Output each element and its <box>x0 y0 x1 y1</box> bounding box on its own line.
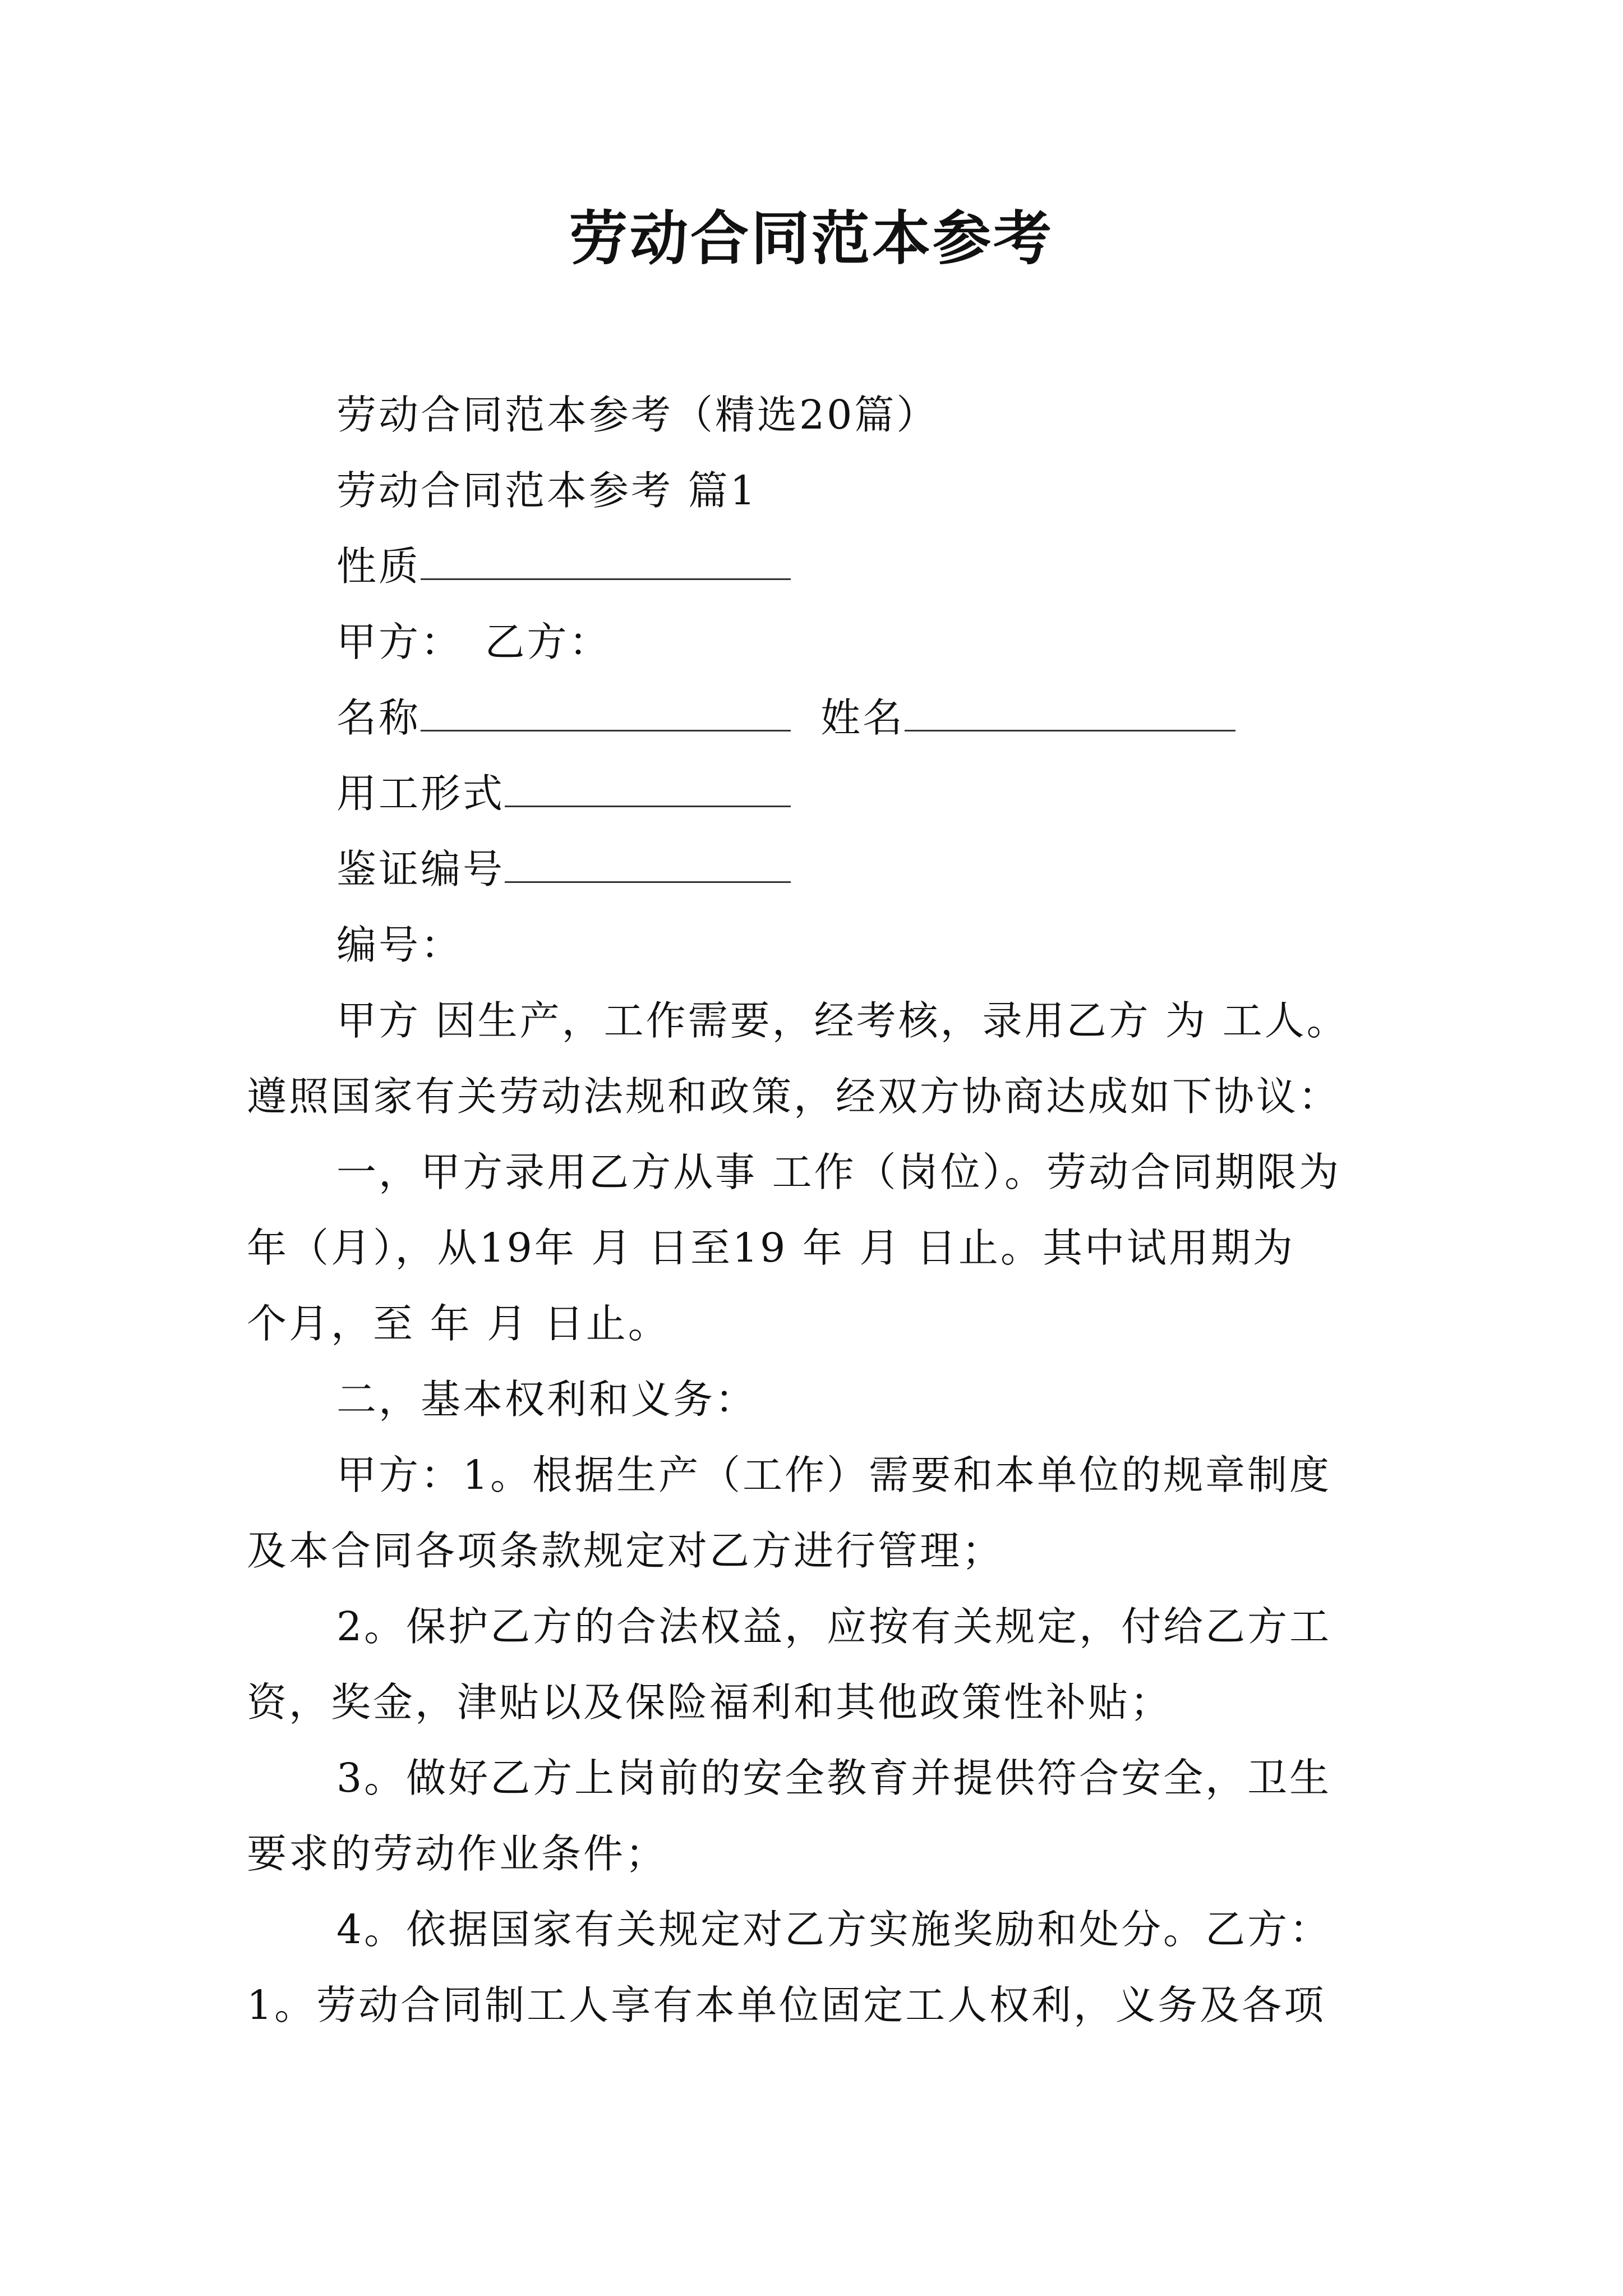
body-line: 及本合同各项条款规定对乙方进行管理； <box>247 1527 1004 1574</box>
verification-number-blank[interactable] <box>505 842 791 883</box>
name-blank[interactable] <box>421 691 791 731</box>
parties-line: 甲方： 乙方： <box>336 619 611 665</box>
body-line: 4。依据国家有关规定对乙方实施奖励和处分。乙方： <box>336 1906 1332 1953</box>
field-employment-form: 用工形式 <box>336 766 791 822</box>
person-name-blank[interactable] <box>905 691 1235 731</box>
body-line: 个月，至 年 月 日止。 <box>247 1300 670 1347</box>
body-line: 二，基本权利和义务： <box>336 1376 758 1423</box>
body-line: 要求的劳动作业条件； <box>247 1830 668 1877</box>
field-verification-number: 鉴证编号 <box>336 841 791 898</box>
field-name-line: 名称 姓名 <box>336 690 1235 746</box>
subtitle-line: 劳动合同范本参考（精选20篇） <box>336 392 939 438</box>
field-number: 编号： <box>336 922 463 968</box>
field-nature: 性质 <box>336 539 791 595</box>
body-line: 1。劳动合同制工人享有本单位固定工人权利，义务及各项 <box>247 1982 1326 2028</box>
document-title: 劳动合同范本参考 <box>569 204 1054 273</box>
body-line: 甲方：1。根据生产（工作）需要和本单位的规章制度 <box>336 1452 1332 1498</box>
nature-blank[interactable] <box>421 539 791 580</box>
body-line: 3。做好乙方上岗前的安全教育并提供符合安全，卫生 <box>336 1755 1332 1801</box>
employment-form-blank[interactable] <box>505 766 791 807</box>
body-line: 年（月），从19年 月 日至19 年 月 日止。其中试用期为 <box>247 1225 1295 1271</box>
body-line: 遵照国家有关劳动法规和政策，经双方协商达成如下协议： <box>247 1073 1341 1120</box>
body-line: 甲方 因生产，工作需要，经考核，录用乙方 为 工人。 <box>336 997 1349 1044</box>
body-line: 2。保护乙方的合法权益，应按有关规定，付给乙方工 <box>336 1603 1332 1650</box>
body-line: 资，奖金，津贴以及保险福利和其他政策性补贴； <box>247 1679 1173 1726</box>
section-heading: 劳动合同范本参考 篇1 <box>336 467 758 514</box>
body-line: 一，甲方录用乙方从事 工作（岗位）。劳动合同期限为 <box>336 1149 1341 1195</box>
